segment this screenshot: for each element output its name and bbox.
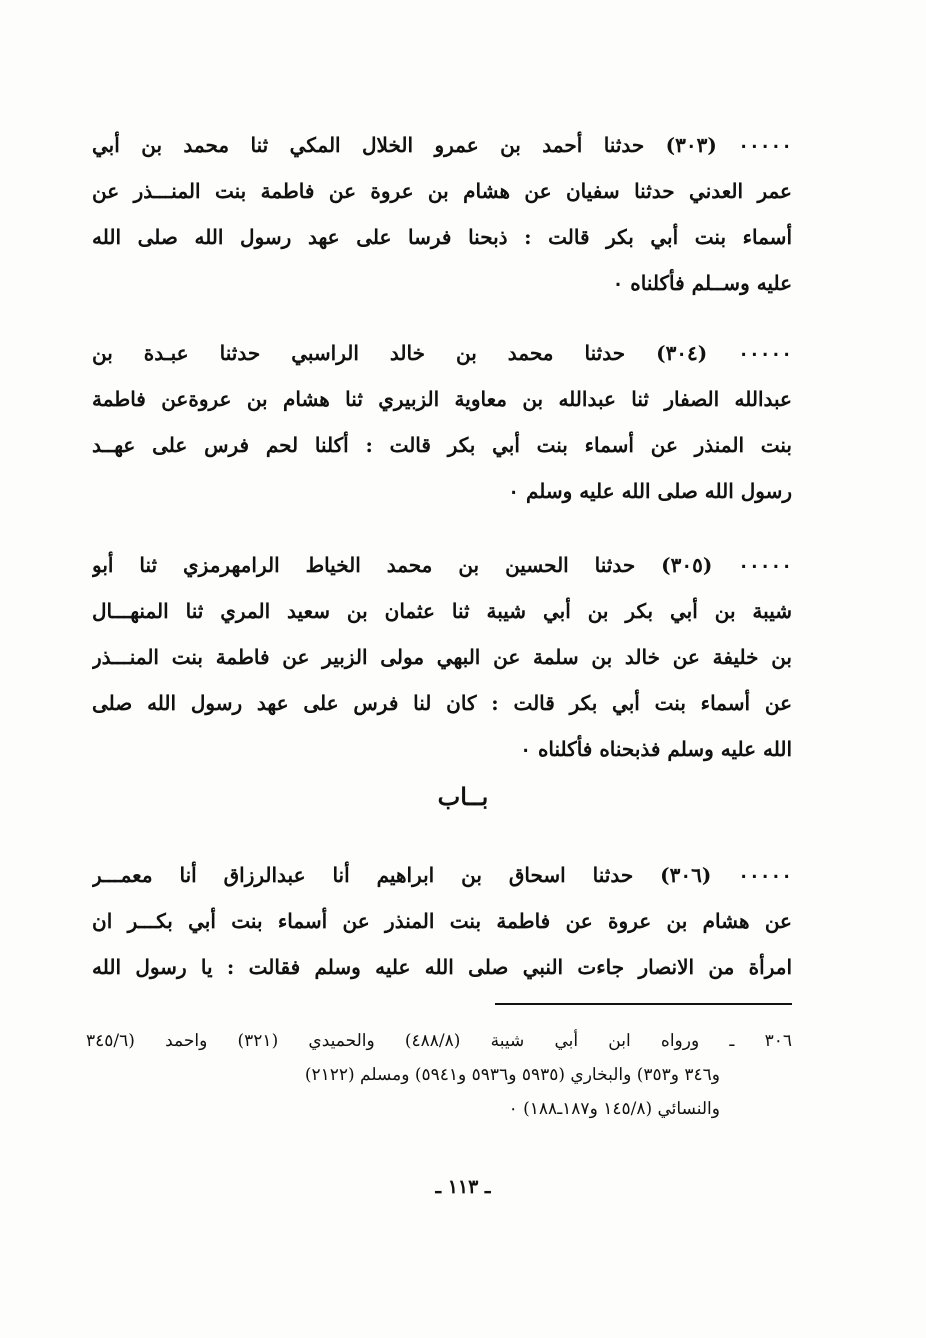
hadith-304 bbox=[92, 330, 792, 514]
hadith-line: عن أسماء بنت أبي بكر قالت : كان لنا فرس على عهد رسول الله صلى bbox=[92, 691, 792, 715]
hadith-line: رسول الله صلى الله عليه وسلم ٠ bbox=[508, 479, 792, 503]
hadith-line: امرأة من الانصار جاءت النبي صلى الله عليه وسلم فقالت : يا رسول الله bbox=[92, 955, 792, 979]
hadith-line: ٠٠٠٠٠ (٣٠٣) حدثنا أحمد بن عمرو الخلال المكي ثنا محمد بن أبي bbox=[92, 133, 792, 157]
footnotes bbox=[86, 1024, 792, 1126]
section-heading: بــاب bbox=[437, 782, 489, 811]
hadith-306 bbox=[92, 852, 792, 990]
hadith-305 bbox=[92, 542, 792, 772]
hadith-line: بنت المنذر عن أسماء بنت أبي بكر قالت : أكلنا لحم فرس على عهــد bbox=[92, 433, 792, 457]
page-number: ـ ١١٣ ـ bbox=[435, 1176, 491, 1198]
hadith-line: ٠٠٠٠٠ (٣٠٤) حدثنا محمد بن خالد الراسبي حدثنا عبـدة بن bbox=[92, 341, 792, 365]
hadith-line: عبدالله الصفار ثنا عبدالله بن معاوية الزبيري ثنا هشام بن عروةعن فاطمة bbox=[92, 387, 792, 411]
hadith-line: عليه وســلم فأكلناه ٠ bbox=[612, 271, 792, 295]
hadith-line: ٠٠٠٠٠ (٣٠٥) حدثنا الحسين بن محمد الخياط الرامهرمزي ثنا أبو bbox=[92, 553, 792, 577]
footnote-divider bbox=[495, 1003, 792, 1005]
footnote-line: ٣٠٦ ـ ورواه ابن أبي شيبة (٤٨٨/٨) والحميدي (٣٢١) واحمد (٣٤٥/٦ bbox=[86, 1031, 792, 1051]
hadith-line: ٠٠٠٠٠ (٣٠٦) حدثنا اسحاق بن ابراهيم أنا عبدالرزاق أنا معمـــر bbox=[92, 863, 792, 887]
hadith-line: شيبة بن أبي بكر بن أبي شيبة ثنا عثمان بن سعيد المري ثنا المنهـــال bbox=[92, 599, 792, 623]
footnote-line: و٣٤٦ و٣٥٣) والبخاري (٥٩٣٥ و٥٩٣٦ و٥٩٤١) ومسلم (٢١٢٢) bbox=[304, 1065, 720, 1085]
hadith-line: بن خليفة عن خالد بن سلمة عن البهي مولى الزبير عن فاطمة بنت المنـــذر bbox=[92, 645, 792, 669]
footnote-line: والنسائي (١٤٥/٨ و١٨٧ـ١٨٨) ٠ bbox=[508, 1099, 720, 1119]
hadith-line: أسماء بنت أبي بكر قالت : ذبحنا فرسا على عهد رسول الله صلى الله bbox=[92, 225, 792, 249]
hadith-line: الله عليه وسلم فذبحناه فأكلناه ٠ bbox=[520, 737, 792, 761]
hadith-303 bbox=[92, 122, 792, 306]
hadith-line: عن هشام بن عروة عن فاطمة بنت المنذر عن أسماء بنت أبي بكـــر ان bbox=[92, 909, 792, 933]
hadith-line: عمر العدني حدثنا سفيان عن هشام بن عروة عن فاطمة بنت المنـــذر عن bbox=[92, 179, 792, 203]
